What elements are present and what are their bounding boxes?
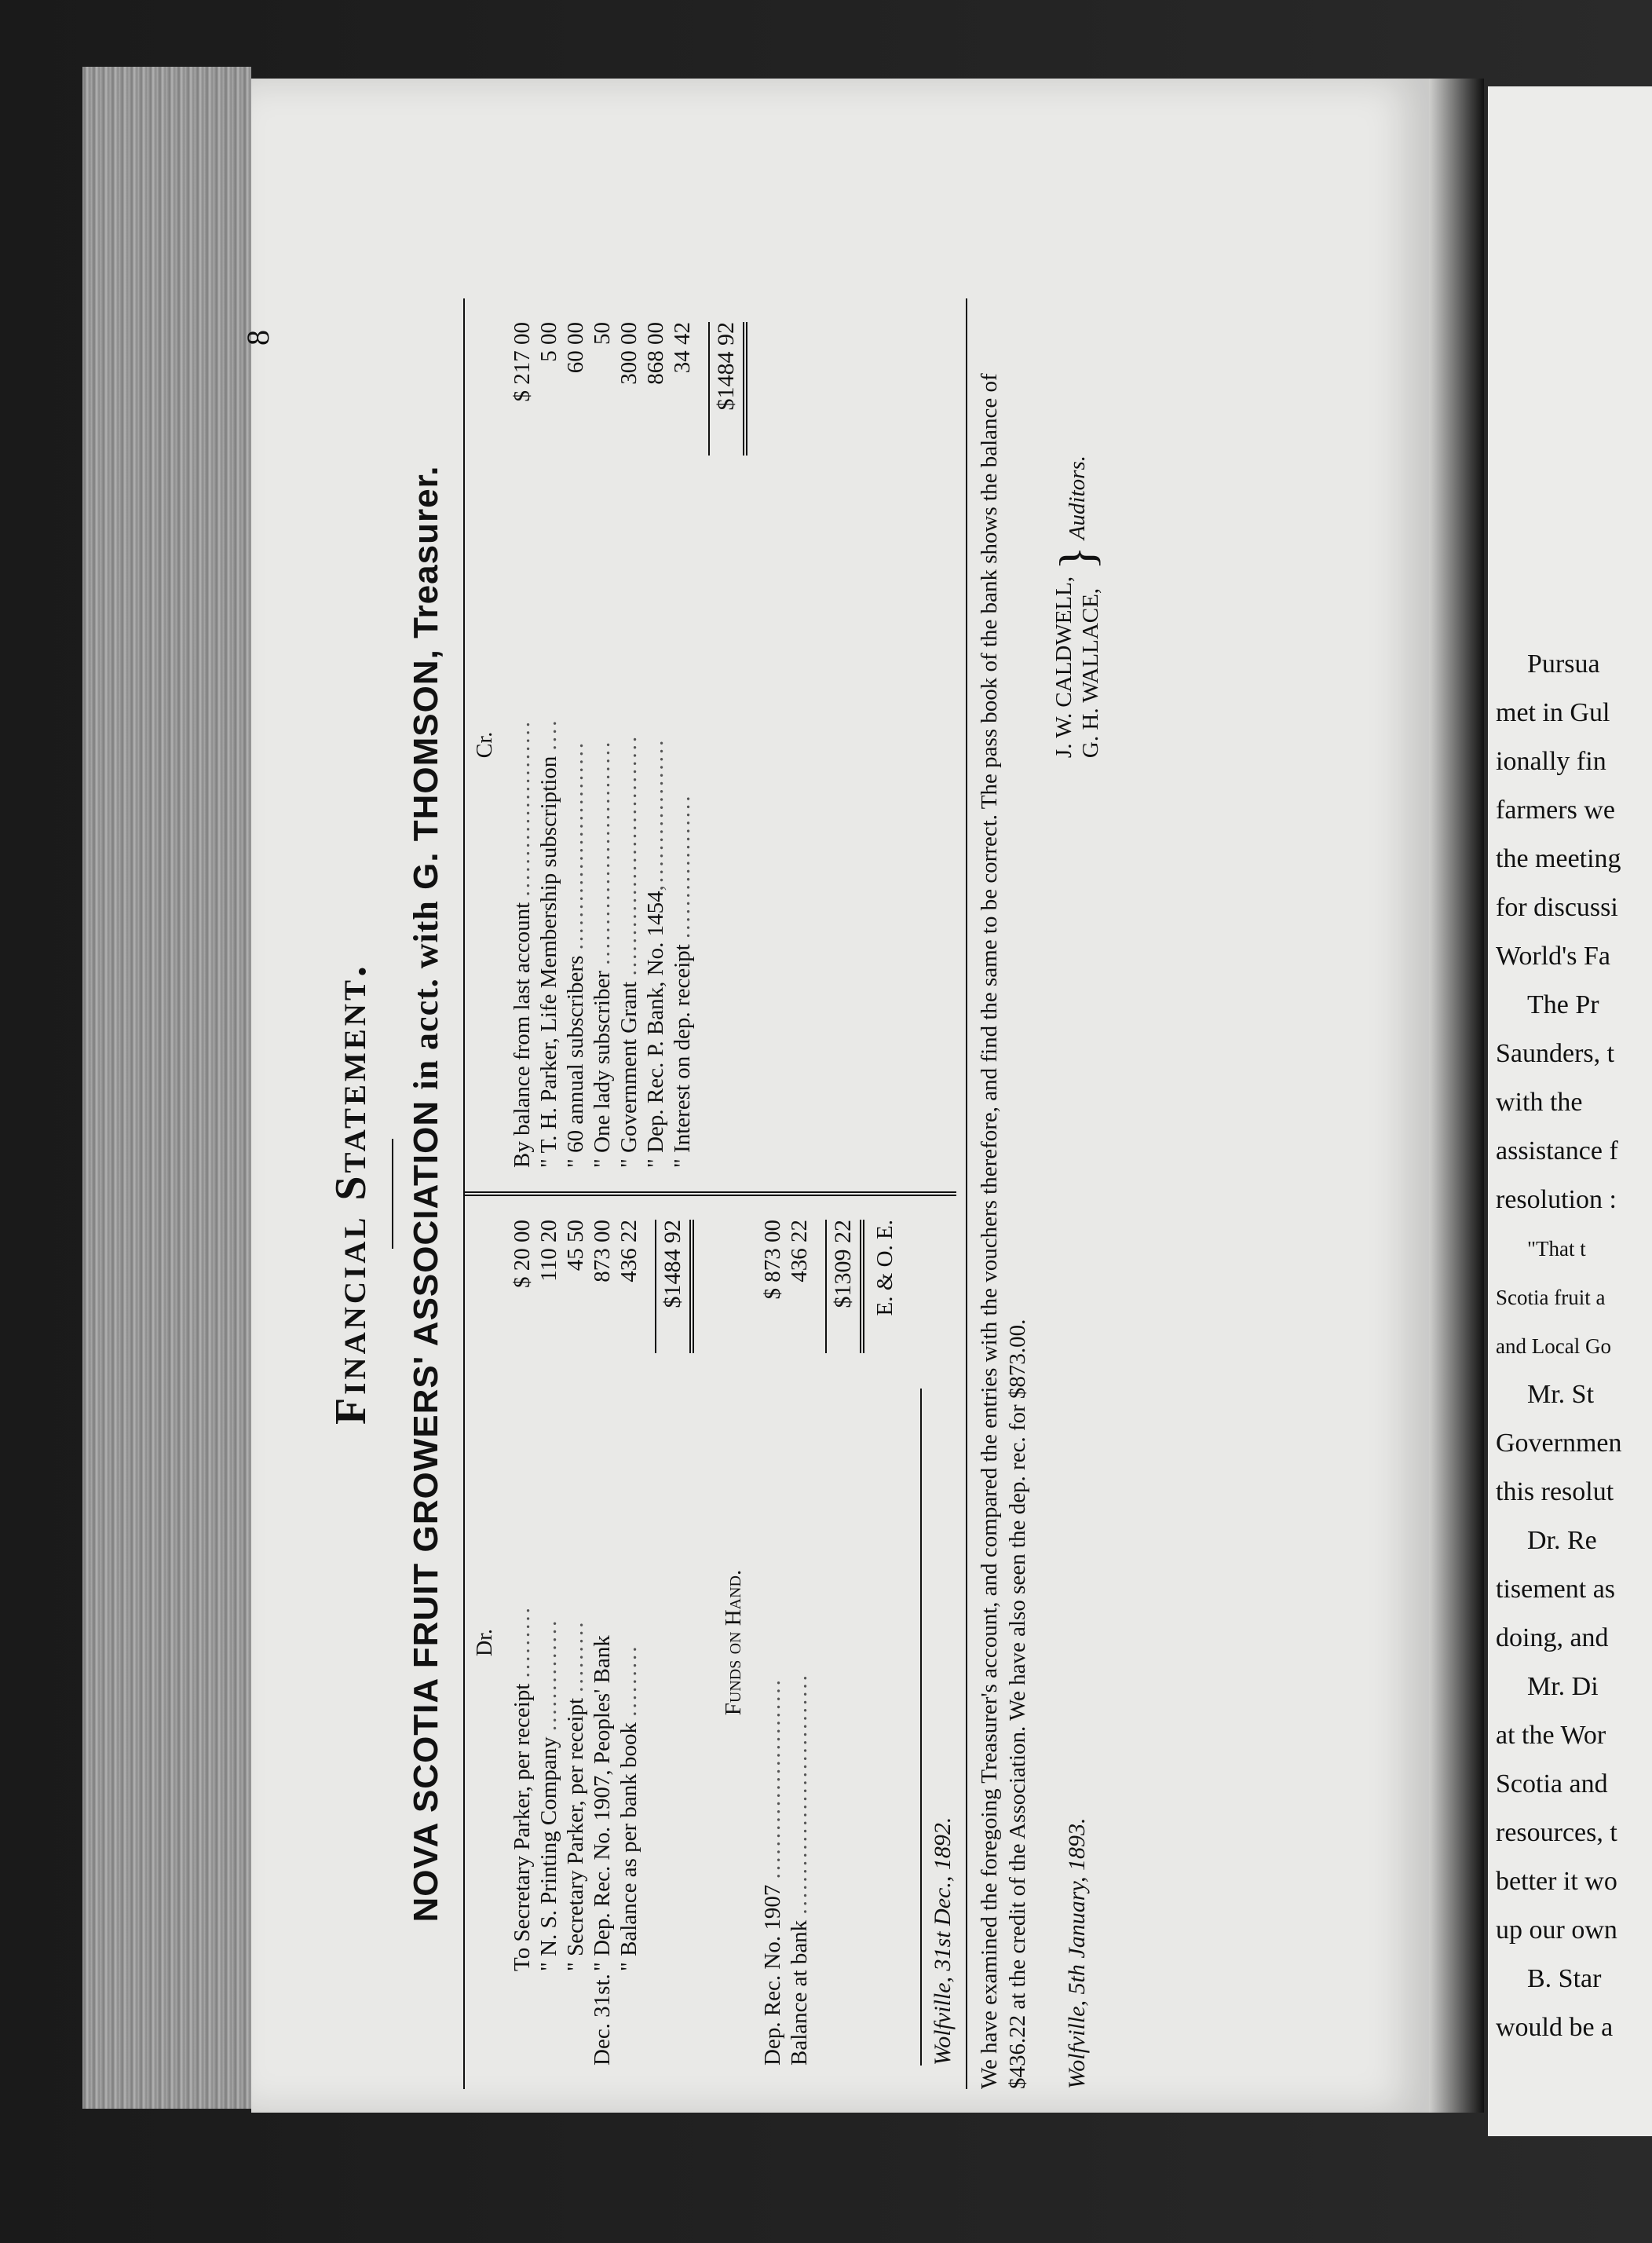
right-page-line: better it wo (1496, 1867, 1617, 1896)
credit-row (535, 322, 562, 1168)
credit-row (616, 322, 642, 1168)
right-page-line: up our own (1496, 1916, 1617, 1945)
credit-row (509, 322, 535, 1168)
auditor-name: G. H. WALLACE, (1078, 587, 1103, 759)
errors-omissions-excepted: E. & O. E. (872, 1220, 897, 1316)
ledger-accounts (463, 298, 956, 2089)
page-number: 8 (240, 330, 276, 346)
credit-row (589, 322, 616, 1168)
signature-row (1051, 298, 1104, 2089)
funds-row (786, 1220, 813, 2066)
debit-description: " Balance as per bank book ......... (616, 1644, 641, 1971)
debit-description: " N. S. Printing Company .............. (536, 1618, 561, 1971)
funds-total: $1309 22 (825, 1220, 864, 2066)
right-page-line: tisement as (1496, 1575, 1616, 1604)
rotated-statement (240, 298, 1284, 2089)
treasurer-name: G. THOMSON, Treasurer. (407, 465, 445, 890)
right-page-line: resolution : (1496, 1185, 1617, 1214)
book-page-edges (82, 67, 251, 2109)
debit-row (562, 1220, 589, 2066)
right-page-line: doing, and (1496, 1623, 1609, 1652)
auditors-signature (1051, 456, 1104, 758)
credit-description: By balance from last account ...................... (510, 719, 535, 1168)
right-page-line: Scotia fruit a (1496, 1286, 1606, 1309)
title-rule (392, 1139, 393, 1249)
auditors-report: We have examined the foregoing Treasurer's account, and compared the entries with the vouchers therefore, and find the same to be correct. The pass book of the bank shows the balance of $436.22 at the credit of the Association. We have also seen the dep. rec. for $873.00. (966, 298, 1032, 2089)
credit-amount: 50 (590, 322, 615, 345)
debit-amount: 110 20 (536, 1220, 561, 1282)
credit-amount: 5 00 (536, 322, 561, 362)
in-account-with: in acct. with (407, 900, 445, 1090)
credit-amount: 34 42 (670, 322, 695, 374)
auditors-label: Auditors. (1065, 456, 1090, 540)
right-page-text (1496, 640, 1622, 2052)
credit-description: " Government Grant .............................. (616, 734, 641, 1168)
right-page-line: the meeting (1496, 844, 1621, 873)
credit-row (642, 322, 669, 1168)
dateline-1892: Wolfville, 31st Dec., 1892. (920, 1389, 956, 2066)
debit-amount: $ 20 00 (510, 1220, 535, 1288)
debit-date: Dec. 31st. (590, 1974, 615, 2066)
statement-subtitle (406, 298, 446, 2089)
credit-description: " Dep. Rec. P. Bank, No. 1454,.................. (643, 737, 668, 1168)
debit-description: " Dep. Rec. No. 1907, Peoples' Bank (590, 1635, 615, 1971)
right-page-line: Dr. Re (1527, 1526, 1597, 1555)
credit-amount: $ 217 00 (510, 322, 535, 402)
credit-amount: 300 00 (616, 322, 641, 385)
debit-heading: Dr. (473, 1629, 497, 1656)
right-page-line: for discussi (1496, 893, 1618, 922)
debit-description: To Secretary Parker, per receipt ......... (510, 1605, 535, 1971)
right-page-line: met in Gul (1496, 698, 1610, 727)
credit-total: $1484 92 (708, 322, 747, 1168)
debit-row (509, 1220, 535, 2066)
credit-description: " 60 annual subscribers .......................... (563, 740, 588, 1168)
credit-description: " Interest on dep. receipt .................. (670, 793, 695, 1168)
book-gutter (1429, 79, 1484, 2113)
funds-amount: 436 22 (787, 1220, 812, 1282)
right-page-line: ionally fin (1496, 747, 1606, 776)
debit-column (465, 1191, 956, 2089)
funds-description: Dep. Rec. No. 1907 ......................... (760, 1678, 785, 2066)
credit-amount: 60 00 (563, 322, 588, 374)
statement-title: Financial Statement. (327, 963, 375, 1425)
debit-amount: 45 50 (563, 1220, 588, 1272)
right-page-line: Mr. Di (1527, 1672, 1599, 1701)
funds-description: Balance at bank .............................. (787, 1673, 812, 2066)
credit-description: " T. H. Parker, Life Membership subscription .... (536, 718, 561, 1168)
debit-row (589, 1220, 616, 2066)
right-page-line: Saunders, t (1496, 1039, 1615, 1068)
dateline-1893: Wolfville, 5th January, 1893. (1064, 1817, 1090, 2089)
right-page-line: would be a (1496, 2013, 1614, 2042)
right-page-line: assistance f (1496, 1136, 1618, 1165)
auditor-name: J. W. CALDWELL, (1051, 576, 1076, 759)
credit-heading: Cr. (473, 731, 497, 759)
right-page-line: with the (1496, 1088, 1583, 1117)
right-page-line: this resolut (1496, 1477, 1614, 1506)
auditor-names (1051, 576, 1104, 758)
debit-row (535, 1220, 562, 2066)
credit-column (465, 298, 956, 1191)
association-name: NOVA SCOTIA FRUIT GROWERS' ASSOCIATION (407, 1100, 445, 1923)
right-page-line: resources, t (1496, 1818, 1617, 1847)
right-page-line: The Pr (1527, 990, 1599, 1019)
credit-row (562, 322, 589, 1168)
debit-amount: 436 22 (616, 1220, 641, 1282)
right-page-line: farmers we (1496, 796, 1615, 825)
brace-glyph: } (1049, 546, 1105, 570)
debit-row (616, 1220, 642, 2066)
debit-total: $1484 92 (655, 1220, 694, 2066)
debit-amount: 873 00 (590, 1220, 615, 1282)
right-page-line: Mr. St (1527, 1380, 1595, 1409)
credit-description: " One lady subscriber ............................ (590, 739, 615, 1168)
right-page-line: World's Fa (1496, 942, 1610, 971)
right-page-line: B. Star (1527, 1964, 1602, 1993)
right-page-line: and Local Go (1496, 1334, 1611, 1358)
funds-row (759, 1220, 786, 2066)
funds-amount: $ 873 00 (760, 1220, 785, 1300)
funds-heading: Funds on Hand. (721, 1569, 746, 1716)
right-page-line: Governmen (1496, 1429, 1622, 1458)
right-page-line: at the Wor (1496, 1721, 1606, 1750)
debit-description: " Secretary Parker, per receipt ......... (563, 1619, 588, 1971)
right-page-line: Pursua (1527, 649, 1600, 679)
credit-row (669, 322, 696, 1168)
right-page-line: "That t (1527, 1237, 1586, 1261)
right-page (1488, 86, 1652, 2136)
credit-amount: 868 00 (643, 322, 668, 385)
right-page-line: Scotia and (1496, 1769, 1608, 1798)
